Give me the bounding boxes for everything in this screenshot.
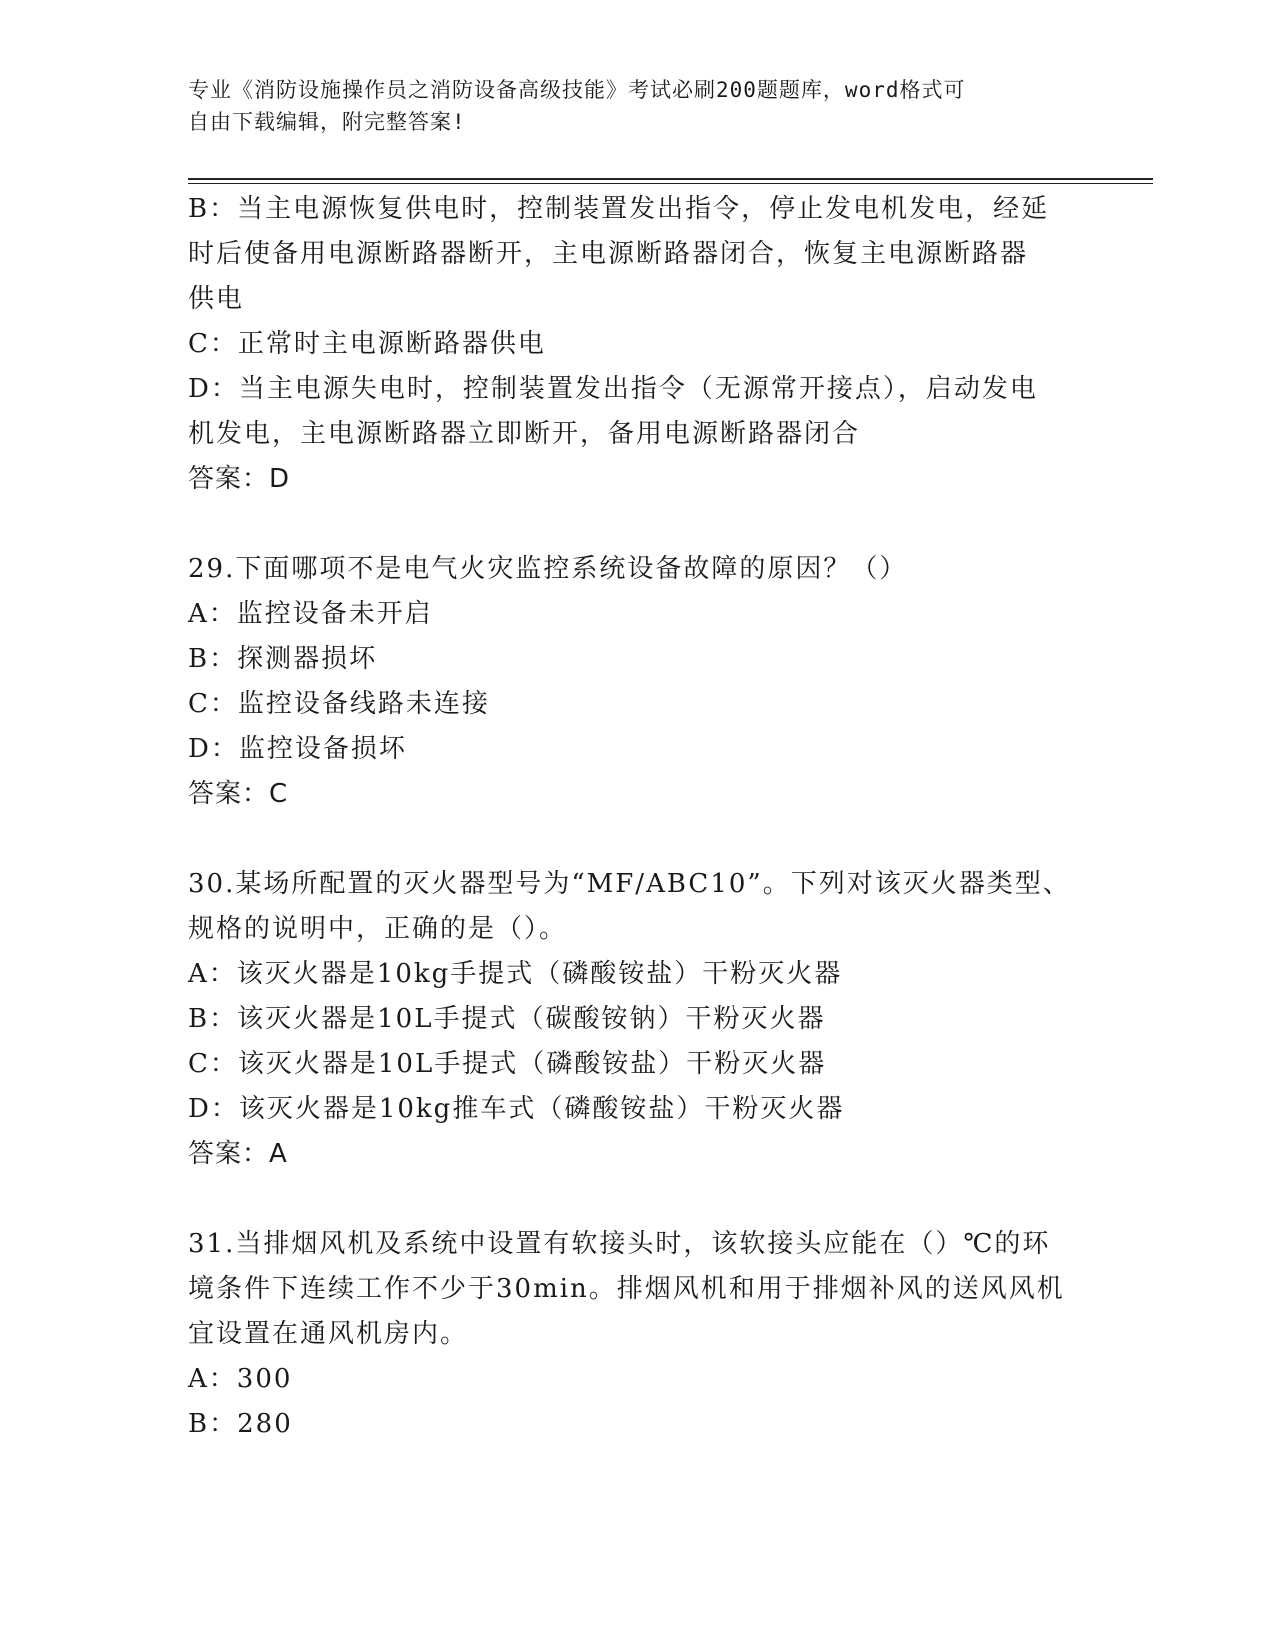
option-d: D：该灭火器是10kg推车式（磷酸铵盐）干粉灭火器	[188, 1094, 845, 1124]
question-30	[188, 862, 1088, 1177]
spacer	[188, 502, 1088, 547]
spacer	[188, 1177, 1088, 1222]
option-b: B：探测器损坏	[188, 644, 378, 674]
header-divider-thick	[188, 178, 1153, 180]
question-text: 29.下面哪项不是电气火灾监控系统设备故障的原因？（）	[188, 554, 908, 584]
option-c: C：该灭火器是10L手提式（磷酸铵盐）干粉灭火器	[188, 1049, 827, 1079]
header-divider-thin	[188, 183, 1153, 184]
option-b-line-3: 供电	[188, 284, 245, 314]
option-b-line-1: B：当主电源恢复供电时，控制装置发出指令，停止发电机发电，经延	[188, 194, 1050, 224]
option-d: D：监控设备损坏	[188, 734, 407, 764]
spacer	[188, 817, 1088, 862]
option-a: A：监控设备未开启	[188, 599, 433, 629]
option-d-line-2: 机发电，主电源断路器立即断开，备用电源断路器闭合	[188, 419, 861, 449]
previous-question-options	[188, 187, 1088, 502]
option-c: C：正常时主电源断路器供电	[188, 329, 546, 359]
option-b: B：280	[188, 1409, 293, 1439]
header-title-line-1: 专业《消防设施操作员之消防设备高级技能》考试必刷200题题库，word格式可	[188, 78, 966, 102]
option-a: A：该灭火器是10kg手提式（磷酸铵盐）干粉灭火器	[188, 959, 843, 989]
question-text-line-1: 31.当排烟风机及系统中设置有软接头时，该软接头应能在（）℃的环	[188, 1229, 1051, 1259]
answer: 答案：D	[188, 464, 291, 494]
option-b: B：该灭火器是10L手提式（碳酸铵钠）干粉灭火器	[188, 1004, 826, 1034]
question-31	[188, 1222, 1088, 1447]
answer: 答案：C	[188, 779, 289, 809]
option-b-line-2: 时后使备用电源断路器断开，主电源断路器闭合，恢复主电源断路器	[188, 239, 1029, 269]
option-c: C：监控设备线路未连接	[188, 689, 490, 719]
document-header	[188, 74, 1068, 138]
question-text-line-2: 规格的说明中，正确的是（）。	[188, 914, 568, 944]
question-text-line-1: 30.某场所配置的灭火器型号为“MF/ABC10”。下列对该灭火器类型、	[188, 869, 1071, 899]
question-text-line-2: 境条件下连续工作不少于30min。排烟风机和用于排烟补风的送风风机	[188, 1274, 1065, 1304]
answer: 答案：A	[188, 1139, 288, 1169]
option-a: A：300	[188, 1364, 293, 1394]
question-content	[188, 187, 1088, 1447]
question-text-line-3: 宜设置在通风机房内。	[188, 1319, 469, 1349]
header-title-line-2: 自由下载编辑，附完整答案!	[188, 110, 466, 134]
question-29	[188, 547, 1088, 817]
option-d-line-1: D：当主电源失电时，控制装置发出指令（无源常开接点），启动发电	[188, 374, 1038, 404]
